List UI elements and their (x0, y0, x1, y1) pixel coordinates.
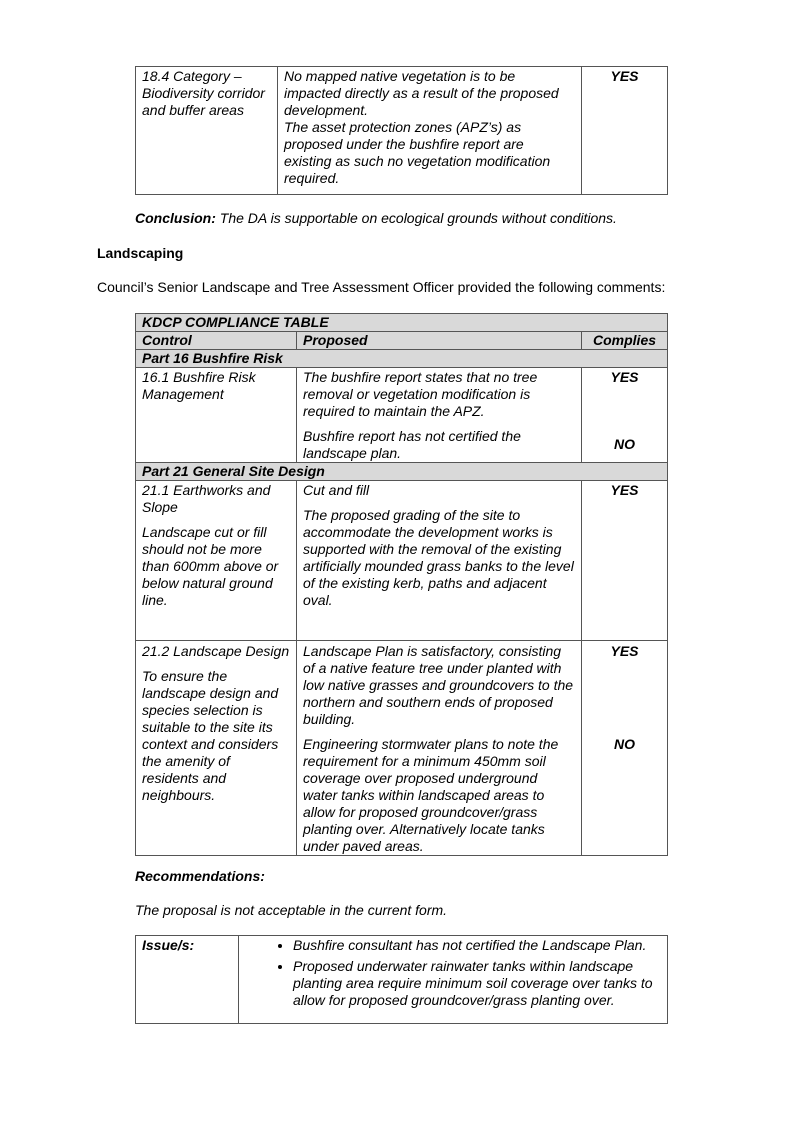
kdcp-compliance-table (135, 313, 668, 856)
table-header-row (136, 332, 668, 350)
header-control: Control (136, 332, 297, 350)
complies-cell: YES (582, 67, 668, 195)
proposed-cell: The bushfire report states that no tree removal or vegetation modification is required to maintain the APZ. Bushfire report has not certified the landscape plan. (297, 368, 582, 463)
conclusion: Conclusion: The DA is supportable on ecological grounds without conditions. (135, 210, 617, 226)
issues-list (239, 937, 661, 1009)
control-cell: 18.4 Category – Biodiversity corridor and buffer areas (136, 67, 278, 195)
proposed-cell: Landscape Plan is satisfactory, consisting of a native feature tree under planted with low native grasses and groundcovers to the northern and southern ends of proposed building. Engineering stormwater plans to note the requirement for a minimum 450mm soil coverage over proposed underground water tanks within landscaped areas to allow for proposed groundcover/grass planting over. Alternatively locate tanks under paved areas. (297, 641, 582, 856)
issues-table (135, 935, 668, 1024)
table-row (136, 368, 668, 463)
header-complies: Complies (582, 332, 668, 350)
complies-cell: YES (582, 481, 668, 641)
control-cell: 21.2 Landscape Design To ensure the landscape design and species selection is suitable to the site its context and considers the amenity of residents and neighbours. (136, 641, 297, 856)
control-cell: 16.1 Bushfire Risk Management (136, 368, 297, 463)
part21-title: Part 21 General Site Design (136, 463, 668, 481)
proposed-cell: Cut and fill The proposed grading of the site to accommodate the development works is supported with the removal of the existing artificially mounded grass banks to the level of the existing kerb, paths and adjacent oval. (297, 481, 582, 641)
intro-text: Council’s Senior Landscape and Tree Assessment Officer provided the following comments: (97, 279, 666, 295)
section-row (136, 350, 668, 368)
recommendations-text: The proposal is not acceptable in the current form. (135, 902, 448, 918)
part16-title: Part 16 Bushfire Risk (136, 350, 668, 368)
table-row (136, 67, 668, 195)
complies-cell: YES NO (582, 641, 668, 856)
control-cell: 21.1 Earthworks and Slope Landscape cut or fill should not be more than 600mm above or below natural ground line. (136, 481, 297, 641)
list-item: • Proposed underwater rainwater tanks within landscape planting area require minimum soil coverage over tanks to allow for proposed groundcover/grass planting over. (293, 958, 661, 1009)
table-row (136, 481, 668, 641)
list-item: • Bushfire consultant has not certified the Landscape Plan. (293, 937, 661, 954)
table-row (136, 936, 668, 1024)
complies-cell: YES NO (582, 368, 668, 463)
issues-label-cell: Issue/s: (136, 936, 239, 1024)
section-row (136, 463, 668, 481)
table-row (136, 641, 668, 856)
section-heading: Landscaping (97, 245, 184, 261)
table-title: KDCP COMPLIANCE TABLE (136, 314, 668, 332)
biodiversity-table (135, 66, 668, 195)
proposed-cell: No mapped native vegetation is to be impacted directly as a result of the proposed development. The asset protection zones (APZ’s) as proposed under the bushfire report are existing as such no vegetation modification required. (278, 67, 582, 195)
table-title-row (136, 314, 668, 332)
header-proposed: Proposed (297, 332, 582, 350)
issues-list-cell (239, 936, 668, 1024)
recommendations-heading: Recommendations: (135, 868, 265, 884)
